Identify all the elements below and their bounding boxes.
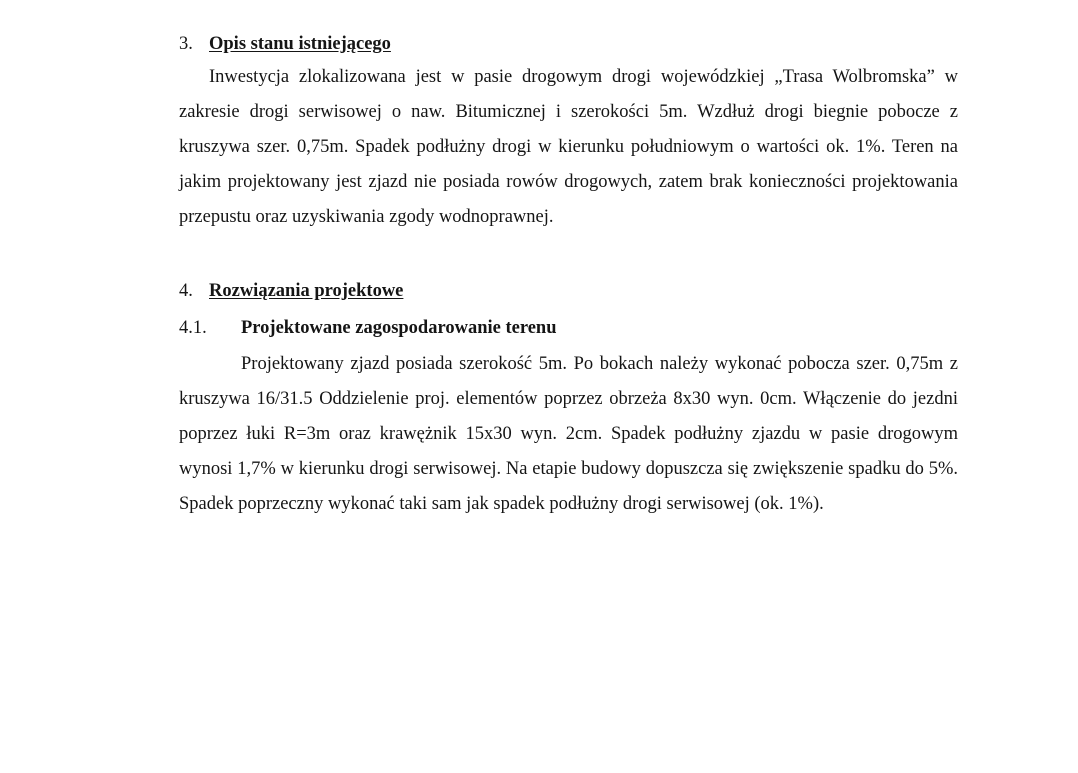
section-3-number: 3.	[179, 34, 193, 54]
section-4-title: Rozwiązania projektowe	[209, 281, 404, 301]
section-3-title: Opis stanu istniejącego	[209, 34, 391, 54]
section-3-paragraph: Inwestycja zlokalizowana jest w pasie drogowym drogi wojewódzkiej „Trasa Wolbromska” w zakresie drogi serwisowej o naw. Bitumicznej i szerokości 5m. Wzdłuż drogi biegnie pobocze z kruszywa szer. 0,75m. Spadek podłużny drogi w kierunku południowym o wartości ok. 1%. Teren na jakim projektowany jest zjazd nie posiada rowów drogowych, zatem brak konieczności projektowania przepustu oraz uzyskiwania zgody wodnoprawnej.	[179, 67, 958, 227]
section-4-heading	[179, 280, 403, 302]
section-4-number: 4.	[179, 281, 193, 301]
section-4-1-number: 4.1.	[179, 318, 207, 338]
section-4-1-paragraph: Projektowany zjazd posiada szerokość 5m. Po bokach należy wykonać pobocza szer. 0,75m z kruszywa 16/31.5 Oddzielenie proj. elementów poprzez obrzeża 8x30 wyn. 0cm. Włączenie do jezdni poprzez łuki R=3m oraz krawężnik 15x30 wyn. 2cm. Spadek podłużny zjazdu w pasie drogowym wynosi 1,7% w kierunku drogi serwisowej. Na etapie budowy dopuszcza się zwiększenie spadku do 5%. Spadek poprzeczny wykonać taki sam jak spadek podłużny drogi serwisowej (ok. 1%).	[179, 354, 958, 514]
section-4-1-heading	[179, 317, 557, 339]
section-3-heading	[179, 33, 391, 55]
section-4-1-title: Projektowane zagospodarowanie terenu	[241, 318, 557, 338]
